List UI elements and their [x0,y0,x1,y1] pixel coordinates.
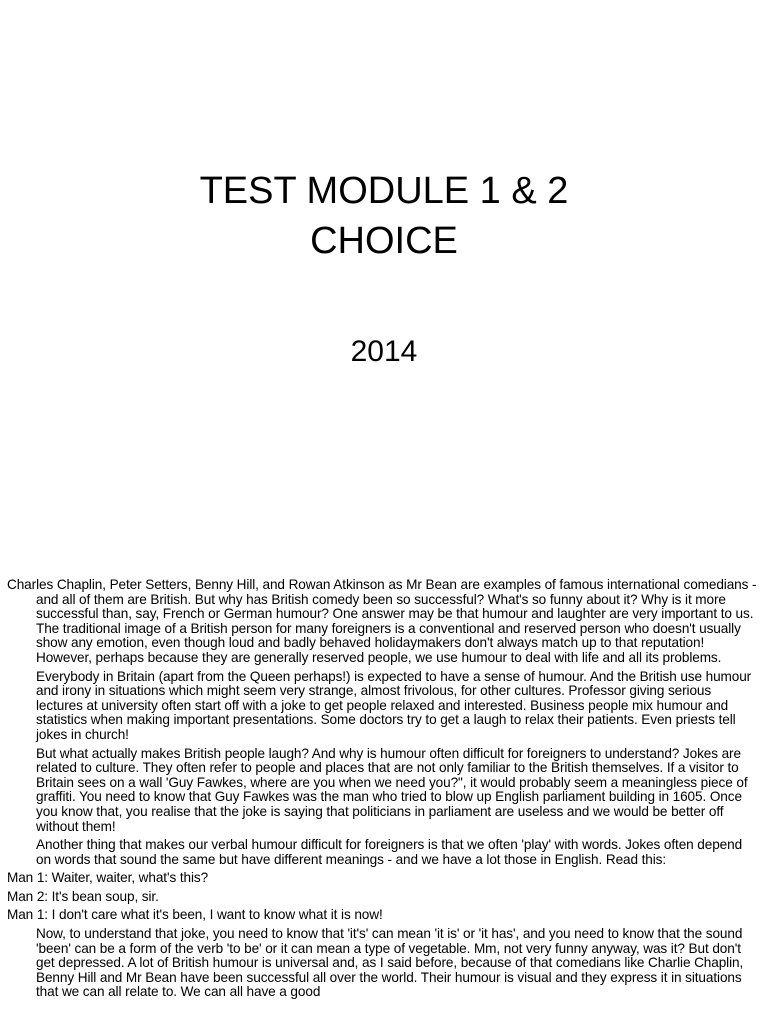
paragraph-2: Everybody in Britain (apart from the Queen perhaps!) is expected to have a sense of humour. And the British use humour and irony in situations which might seem very strange, almost frivolous, for other cultures. Professor giving serious lectures at university often start off with a joke to get people relaxed and interested. Business people mix humour and statistics when making important presentations. Some doctors try to get a laugh to relax their patients. Even priests tell jokes in church! [36,668,752,742]
dialogue-line-3: Man 1: I don't care what it's been, I want to know what it is now! [7,907,383,923]
document-year: 2014 [350,335,418,368]
dialogue-line-1: Man 1: Waiter, waiter, what's this? [7,870,209,886]
document-title [0,166,768,266]
paragraph-1: Charles Chaplin, Peter Setters, Benny Hill, and Rowan Atkinson as Mr Bean are examples of famous international comedians - and all of them are British. But why has British comedy been so successful? What's so funny about it? Why is it more successful than, say, French or German humour? One answer may be that humour and laughter are very important to us. The traditional image of a British person for many foreigners is a conventional and reserved person who doesn't usually show any emotion, even though loud and badly behaved holidaymakers don't always match up to that reputation! However, perhaps because they are generally reserved people, we use humour to deal with life and all its problems. [7,577,757,665]
title-line-2: CHOICE [310,220,458,262]
paragraph-4: Another thing that makes our verbal humour difficult for foreigners is that we often 'play' with words. Jokes often depend on words that sound the same but have different meanings - and we have a lot those in English. Read this: [36,837,743,867]
reading-passage [7,578,759,1000]
title-line-1: TEST MODULE 1 & 2 [199,170,569,212]
paragraph-3: But what actually makes British people laugh? And why is humour often difficult for foreigners to understand? Jokes are related to culture. They often refer to people and places that are not only familiar to the British themselves. If a visitor to Britain sees on a wall 'Guy Fawkes, where are you when we need you?", it would probably seem a meaningless piece of graffiti. You need to know that Guy Fawkes was the man who tried to blow up English parliament building in 1605. Once you know that, you realise that the joke is saying that politicians in parliament are useless and we would be better off without them! [36,745,748,834]
dialogue-line-2: Man 2: It's bean soup, sir. [7,888,159,904]
paragraph-5: Now, to understand that joke, you need to know that 'it's' can mean 'it is' or 'it has', and you need to know that the sound 'been' can be a form of the verb 'to be' or it can mean a type of vegetable. Mm, not very funny anyway, was it? But don't get depressed. A lot of British humour is universal and, as I said before, because of that comedians like Charlie Chaplin, Benny Hill and Mr Bean have been successful all over the world. Their humour is visual and they express it in situations that we can all relate to. We can all have a good [36,926,744,1000]
